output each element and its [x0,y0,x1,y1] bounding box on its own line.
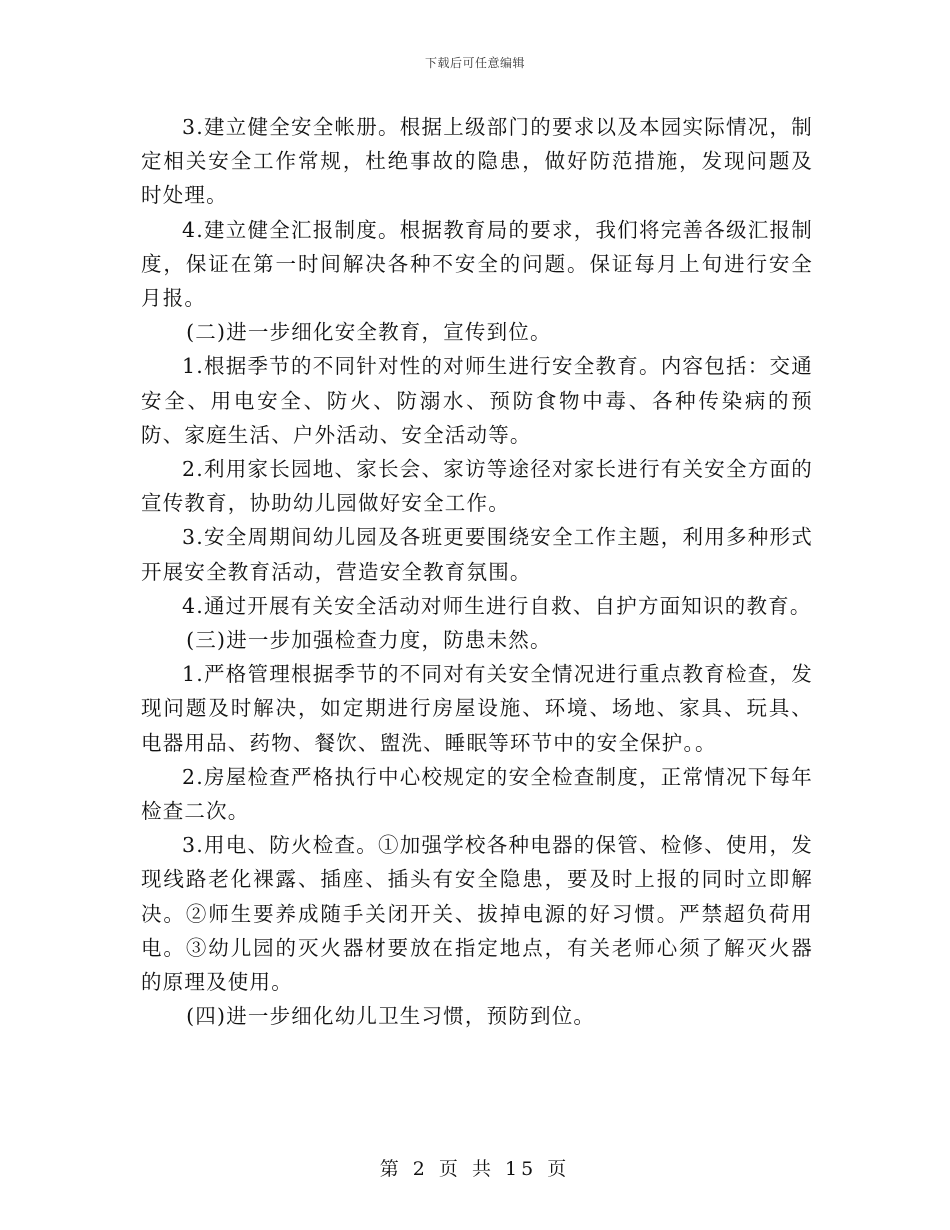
section-heading: (二)进一步细化安全教育，宣传到位。 [186,320,552,345]
paragraph: 2.利用家长园地、家长会、家访等途径对家长进行有关安全方面的宣传教育，协助幼儿园做好安全工作。 [141,457,813,516]
paragraph: 4.通过开展有关安全活动对师生进行自救、自护方面知识的教育。 [182,593,812,618]
paragraph: 4.建立健全汇报制度。根据教育局的要求，我们将完善各级汇报制度，保证在第一时间解决各种不安全的问题。保证每月上旬进行安全月报。 [141,217,813,311]
paragraph: 1.严格管理根据季节的不同对有关安全情况进行重点教育检查，发现问题及时解决，如定期进行房屋设施、环境、场地、家具、玩具、电器用品、药物、餐饮、盥洗、睡眠等环节中的安全保护。。 [141,662,813,755]
section-heading: (三)进一步加强检查力度，防患未然。 [186,628,552,653]
header-note: 下载后可任意编辑 [424,56,525,70]
paragraph: 3.安全周期间幼儿园及各班更要围绕安全工作主题，利用多种形式开展安全教育活动，营造安全教育氛围。 [141,525,813,584]
section-heading: (四)进一步细化幼儿卫生习惯，预防到位。 [186,1004,596,1029]
paragraph: 3.用电、防火检查。①加强学校各种电器的保管、检修、使用，发现线路老化裸露、插座、插头有安全隐患，要及时上报的同时立即解决。②师生要养成随手关闭开关、拔掉电源的好习惯。严禁超负荷用电。③幼儿园的灭火器材要放在指定地点，有关老师心须了解灭火器的原理及使用。 [141,833,813,995]
paragraph: 3.建立健全安全帐册。根据上级部门的要求以及本园实际情况，制定相关安全工作常规，杜绝事故的隐患，做好防范措施，发现问题及时处理。 [141,115,813,208]
paragraph: 1.根据季节的不同针对性的对师生进行安全教育。内容包括：交通安全、用电安全、防火、防溺水、预防食物中毒、各种传染病的预防、家庭生活、户外活动、安全活动等。 [141,354,813,447]
body-text [141,110,813,1033]
page-number-footer: 第 2 页 共 15 页 [379,1158,571,1180]
paragraph: 2.房屋检查严格执行中心校规定的安全检查制度，正常情况下每年检查二次。 [141,764,813,824]
